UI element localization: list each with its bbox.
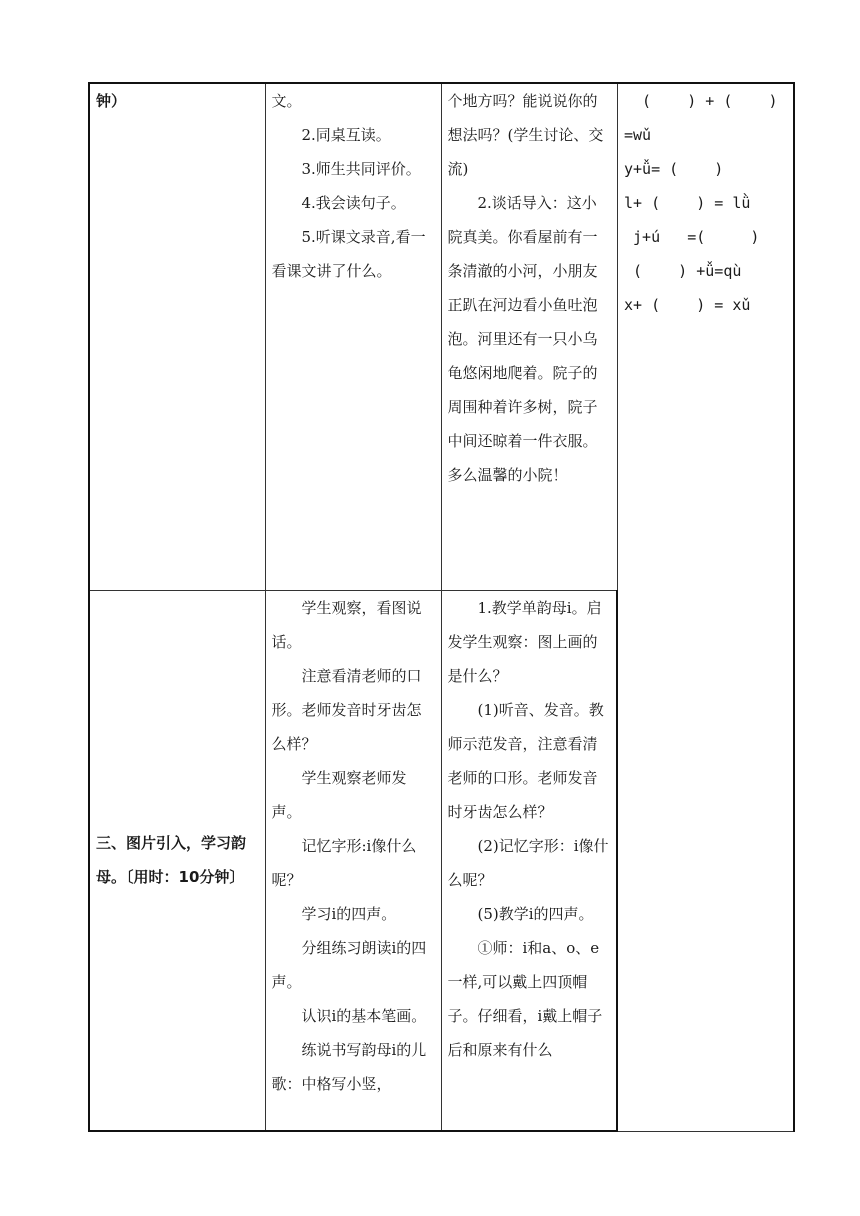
exercise-line: =wǔ xyxy=(624,126,652,144)
stage-label: 钟） xyxy=(96,92,127,110)
exercise-line: l+ ( ) = lǜ xyxy=(624,194,751,212)
stage-cell xyxy=(89,590,265,1131)
teacher-line: 2.谈话导入：这小院真美。你看屋前有一条清澈的小河，小朋友正趴在河边看小鱼吐泡泡。河里还有一只小乌龟悠闲地爬着。院子的周围种着许多树，院子中间还晾着一件衣服。多么温馨的小院！ xyxy=(447,194,598,484)
student-line: 4.我会读句子。 xyxy=(301,194,406,212)
teacher-line: 个地方吗？能说说你的想法吗？(学生讨论、交流) xyxy=(447,92,604,178)
student-line: 记忆字形:i像什么呢？ xyxy=(271,836,417,889)
exercise-line: j+ú =( ) xyxy=(624,228,760,246)
teacher-activity-cell xyxy=(441,590,617,1131)
student-line: 练说书写韵母i的儿歌：中格写小竖， xyxy=(271,1040,427,1093)
student-line: 2.同桌互读。 xyxy=(301,126,391,144)
student-line: 文。 xyxy=(271,92,302,110)
stage-cell xyxy=(89,83,265,590)
student-line: 认识i的基本笔画。 xyxy=(301,1006,427,1025)
teacher-line: (5)教学i的四声。 xyxy=(477,904,594,923)
exercise-line: x+ ( ) = xǔ xyxy=(624,296,751,314)
exercise-line: ( ) +ǚ=qù xyxy=(624,262,742,280)
exercise-line: ( ) + ( ) xyxy=(624,92,778,110)
student-activity-cell xyxy=(265,590,441,1131)
teacher-line: (2)记忆字形：i像什么呢？ xyxy=(447,836,609,889)
lesson-plan-table xyxy=(88,82,795,1132)
student-line: 学生观察，看图说话。 xyxy=(271,598,422,651)
student-line: 学生观察老师发声。 xyxy=(271,768,407,821)
student-line: 3.师生共同评价。 xyxy=(301,160,421,178)
student-line: 注意看清老师的口形。老师发音时牙齿怎么样？ xyxy=(271,666,422,753)
student-line: 分组练习朗读i的四声。 xyxy=(271,938,427,991)
teacher-line: (1)听音、发音。教师示范发音，注意看清老师的口形。老师发音时牙齿怎么样？ xyxy=(447,700,604,821)
student-activity-cell xyxy=(265,83,441,590)
exercise-cell xyxy=(617,83,794,1131)
teacher-activity-cell xyxy=(441,83,617,590)
table-row xyxy=(89,83,794,590)
stage-label: 三、图片引入，学习韵母。〔用时：10分钟〕 xyxy=(96,834,247,887)
student-line: 5.听课文录音,看一看课文讲了什么。 xyxy=(271,228,426,280)
teacher-line: 1.教学单韵母i。启发学生观察：图上画的是什么？ xyxy=(447,598,602,685)
teacher-line: ①师：i和a、o、e一样,可以戴上四顶帽子。仔细看，i戴上帽子后和原来有什么 xyxy=(447,938,603,1059)
student-line: 学习i的四声。 xyxy=(301,904,397,923)
exercise-line: y+ǚ= ( ) xyxy=(624,160,724,178)
